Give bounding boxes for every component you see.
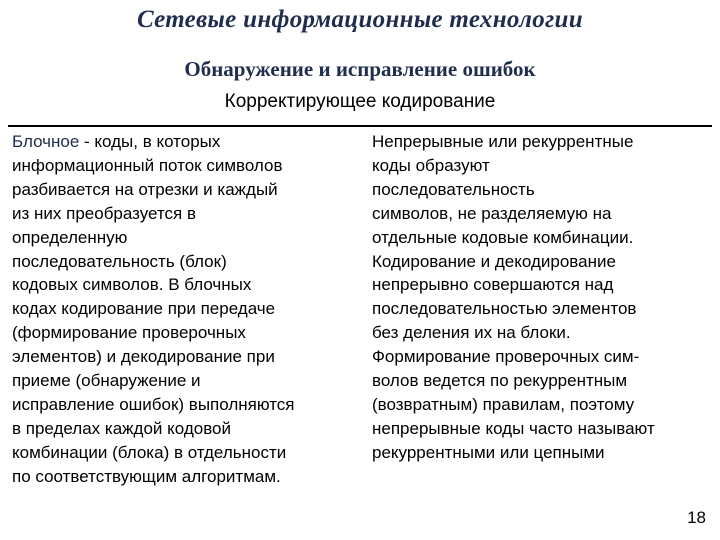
text-line: информационный поток символов <box>12 155 283 175</box>
text-line: Непрерывные или рекуррентные <box>372 132 634 151</box>
text-line: коды образуют <box>372 155 490 175</box>
text-line: без деления их на блоки. <box>372 323 571 343</box>
heading-divider <box>8 125 712 127</box>
text-line: исправление ошибок) выполняются <box>12 394 295 414</box>
text-line: Кодирование и декодирование <box>372 251 616 271</box>
text-line: комбинации (блока) в отдельности <box>12 442 287 462</box>
text-line: в пределах каждой кодовой <box>12 418 232 438</box>
text-line: отдельные кодовые комбинации. <box>372 227 634 247</box>
text-line: разбивается на отрезки и каждый <box>12 179 278 199</box>
text-line: волов ведется по рекуррентным <box>372 371 628 391</box>
block-codes-column <box>12 130 352 489</box>
text-fragment: - коды, в которых <box>79 132 221 151</box>
text-line: последовательностью элементов <box>372 299 637 319</box>
slide-subtitle: Обнаружение и исправление ошибок <box>184 57 536 81</box>
continuous-codes-column <box>372 130 717 465</box>
text-line: элементов) и декодирование при <box>12 347 275 367</box>
text-line: последовательность (блок) <box>12 251 227 271</box>
text-line: символов, не разделяемую на <box>372 203 612 223</box>
page-number: 18 <box>687 508 706 527</box>
text-line: из них преобразуется в <box>12 203 197 223</box>
text-line: кодовых символов. В блочных <box>12 275 252 295</box>
text-line: последовательность <box>372 179 535 199</box>
section-heading: Корректирующее кодирование <box>224 91 496 112</box>
term-block-codes: Блочное <box>12 132 80 151</box>
text-line: определенную <box>12 227 128 247</box>
text-line <box>12 130 352 154</box>
slide-title: Сетевые информационные технологии <box>137 6 583 33</box>
text-line: (формирование проверочных <box>12 323 246 343</box>
text-line: приеме (обнаружение и <box>12 371 201 391</box>
text-line: по соответствующим алгоритмам. <box>12 466 281 486</box>
text-line: непрерывные коды часто называют <box>372 418 655 438</box>
text-line: (возвратным) правилам, поэтому <box>372 394 635 414</box>
text-line: непрерывно совершаются над <box>372 275 614 295</box>
text-line: рекуррентными или цепными <box>372 442 605 462</box>
text-line: кодах кодирование при передаче <box>12 299 276 319</box>
text-line: Формирование проверочных сим- <box>372 347 640 367</box>
